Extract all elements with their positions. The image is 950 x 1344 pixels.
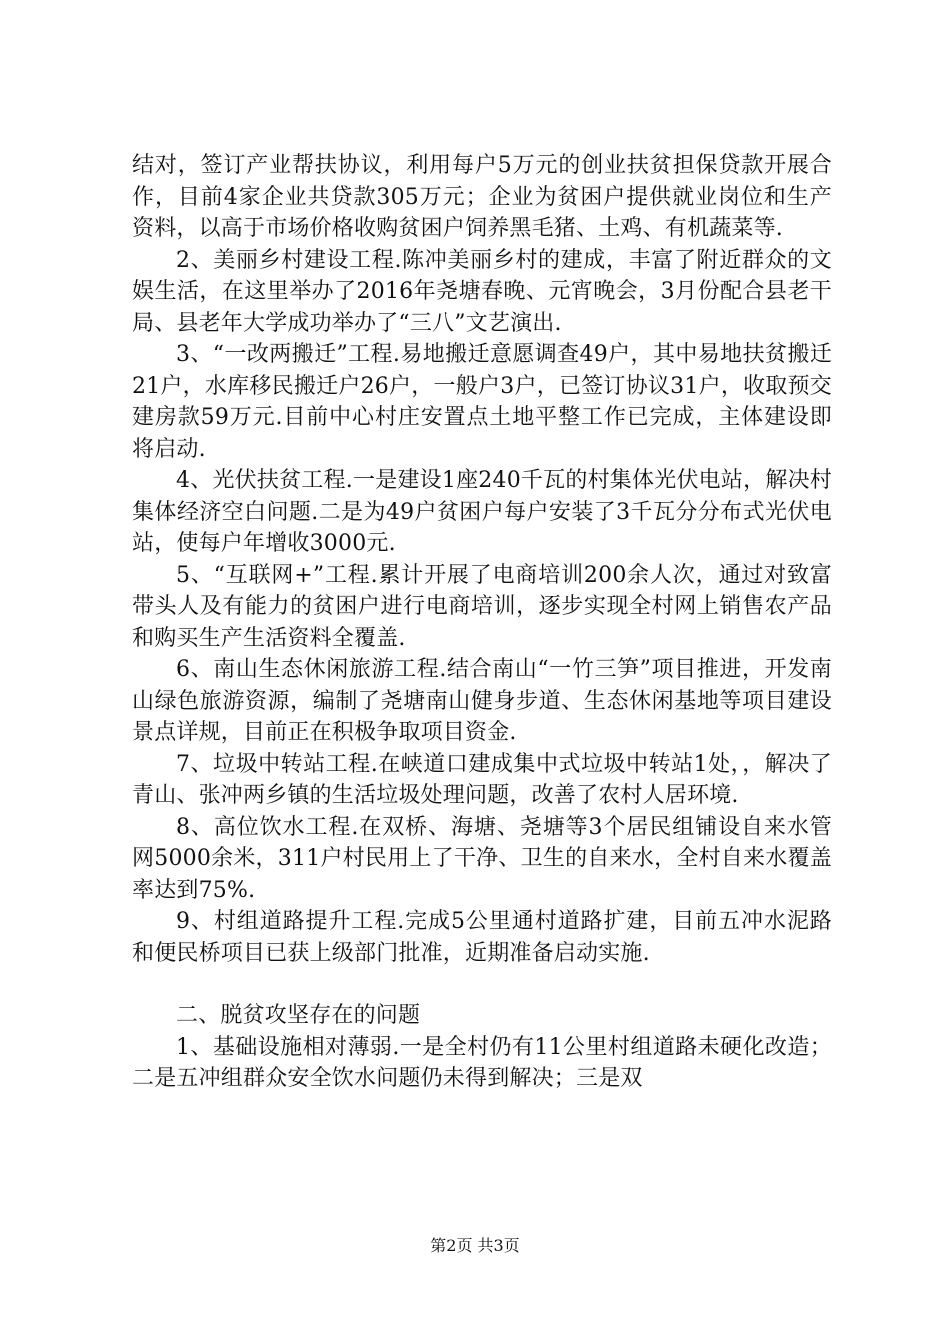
- paragraph-item-9: 9、村组道路提升工程.完成5公里通村道路扩建，目前五冲水泥路和便民桥项目已获上级部门批准，近期准备启动实施.: [132, 909, 832, 966]
- paragraph-item-4: 4、光伏扶贫工程.一是建设1座240千瓦的村集体光伏电站，解决村集体经济空白问题.二是为49户贫困户每户安装了3千瓦分分布式光伏电站，使每户年增收3000元.: [132, 468, 832, 556]
- section-heading: 二、脱贫攻坚存在的问题: [176, 1003, 421, 1028]
- paragraph-item-3: 3、“一改两搬迁”工程.易地搬迁意愿调查49户，其中易地扶贫搬迁21户，水库移民搬迁户26户，一般户3户，已签订协议31户，收取预交建房款59万元.目前中心村庄安置点土地平整工作已完成，主体建设即将启动.: [132, 342, 832, 462]
- paragraph-item-2: 2、美丽乡村建设工程.陈冲美丽乡村的建成，丰富了附近群众的文娱生活，在这里举办了2016年尧塘春晚、元宵晚会，3月份配合县老干局、县老年大学成功举办了“三八”文艺演出.: [132, 247, 832, 336]
- body-text: [132, 150, 832, 1095]
- paragraph-item-8: 8、高位饮水工程.在双桥、海塘、尧塘等3个居民组铺设自来水管网5000余米，311户村民用上了干净、卫生的自来水，全村自来水覆盖率达到75%.: [132, 814, 832, 903]
- paragraph-item-7: 7、垃圾中转站工程.在峡道口建成集中式垃圾中转站1处，，解决了青山、张冲两乡镇的生活垃圾处理问题，改善了农村人居环境.: [132, 751, 832, 808]
- section-gap: [132, 969, 832, 1000]
- paragraph-item-5: 5、“互联网+”工程.累计开展了电商培训200余人次，通过对致富带头人及有能力的贫困户进行电商培训，逐步实现全村网上销售农产品和购买生产生活资料全覆盖.: [132, 562, 832, 651]
- paragraph-problem-1: 1、基础设施相对薄弱.一是全村仍有11公里村组道路未硬化改造；二是五冲组群众安全饮水问题仍未得到解决；三是双: [132, 1034, 832, 1091]
- paragraph-item-6: 6、南山生态休闲旅游工程.结合南山“一竹三笋”项目推进，开发南山绿色旅游资源，编制了尧塘南山健身步道、生态休闲基地等项目建设景点详规，目前正在积极争取项目资金.: [132, 657, 832, 745]
- paragraph-continuation: 结对，签订产业帮扶协议，利用每户5万元的创业扶贫担保贷款开展合作，目前4家企业共贷款305万元；企业为贫困户提供就业岗位和生产资料，以高于市场价格收购贫困户饲养黑毛猪、土鸡、有机蔬菜等.: [132, 153, 832, 241]
- page-footer: 第2页 共3页: [430, 1236, 520, 1255]
